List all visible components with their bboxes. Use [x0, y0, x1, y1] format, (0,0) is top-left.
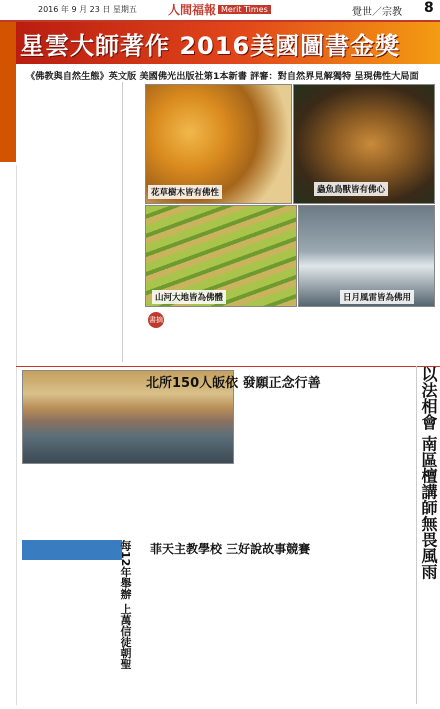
main-headline: 星雲大師著作 2016美國圖書金獎	[20, 32, 401, 60]
summary-text	[168, 310, 433, 362]
newspaper-logo: 人間福報	[168, 3, 217, 17]
column-rule	[122, 82, 123, 362]
caption-3: 山河大地皆為佛體	[152, 290, 226, 304]
article-5-body	[22, 564, 116, 705]
issue-date: 2016 年 9 月 23 日 星期五	[38, 5, 137, 14]
caption-4: 日月風雷皆為佛用	[340, 290, 414, 304]
article-5-headline: 每12年舉辦 上萬信徒朝聖	[119, 540, 132, 670]
article-3-headline: 以法相會 南區檀講師無畏風雨	[419, 366, 438, 580]
caption-1: 花草樹木皆有佛性	[148, 185, 222, 199]
article-4-body	[150, 560, 412, 705]
article-5-tag	[22, 540, 122, 560]
article-2-headline: 北所150人皈依 發願正念行善	[146, 376, 321, 391]
left-edge-column	[2, 165, 17, 705]
article-2-caption-block	[22, 466, 130, 536]
page-number: 8	[424, 0, 434, 16]
section-label: 覺世／宗教	[352, 7, 402, 18]
summary-badge: 書摘	[148, 312, 164, 328]
section-divider	[16, 366, 440, 367]
caption-2: 蟲魚鳥獸皆有佛心	[314, 182, 388, 196]
column-rule-right	[416, 366, 417, 704]
left-strip-banner	[0, 22, 16, 162]
article-4-headline: 菲天主教學校 三好說故事競賽	[150, 542, 311, 556]
main-deck: 《佛教與自然生態》英文版 美國佛光出版社第1本新書 評審：對自然界見解獨特 呈現佛性大局面	[26, 71, 419, 82]
newspaper-logo-en: Merit Times	[218, 5, 271, 14]
main-article-body-1	[20, 82, 120, 362]
